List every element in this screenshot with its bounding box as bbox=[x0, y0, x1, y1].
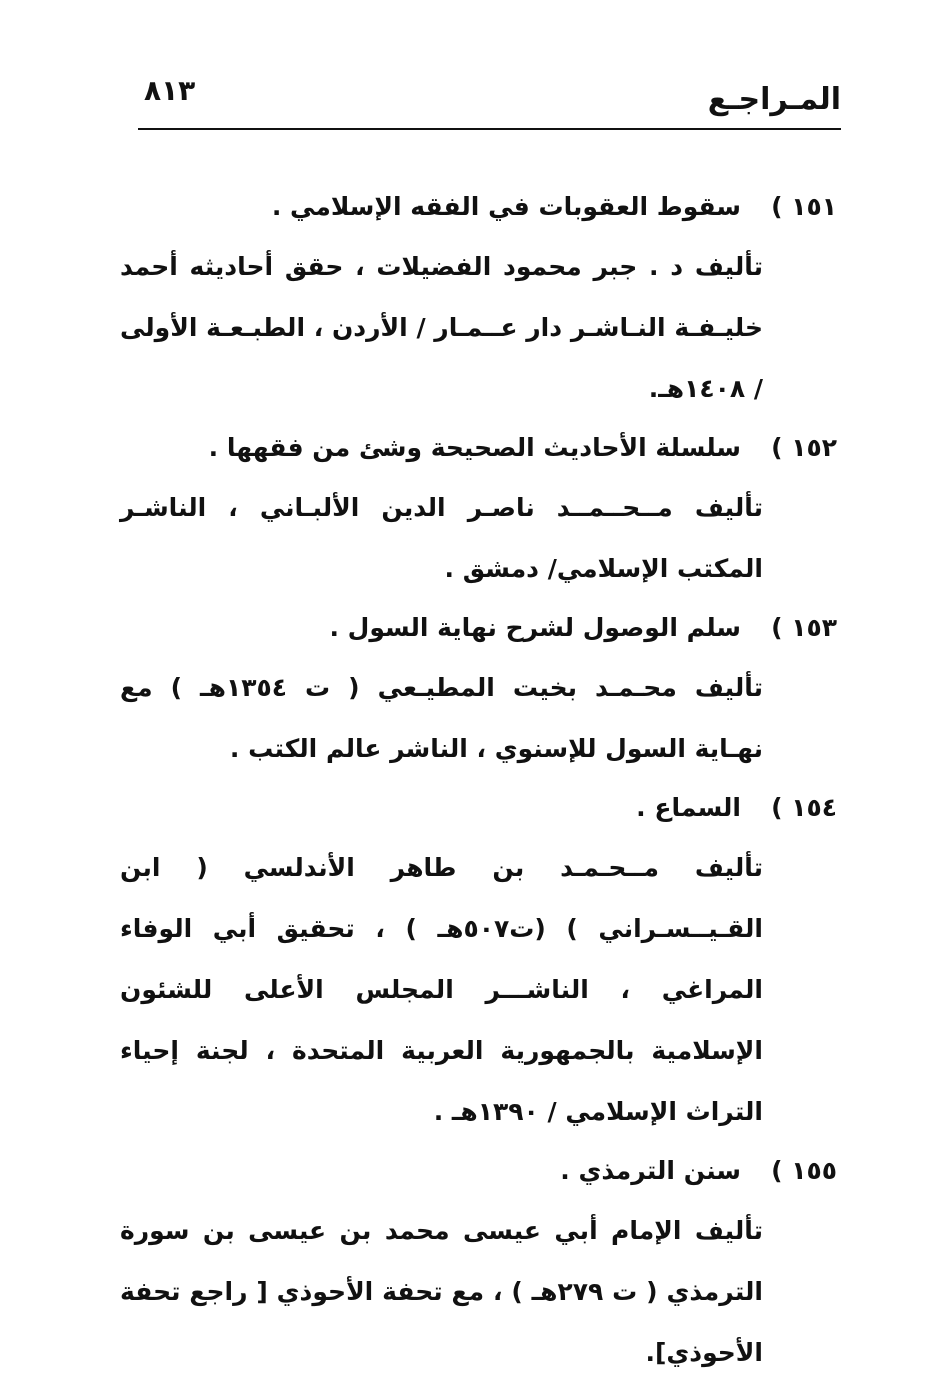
entry-number: ١٥٤ ) bbox=[771, 793, 837, 822]
entry-title: سقوط العقوبات في الفقه الإسلامي . bbox=[271, 192, 741, 221]
entry-number: ١٥٢ ) bbox=[771, 433, 837, 462]
entry-heading bbox=[120, 1142, 837, 1200]
reference-entry bbox=[120, 178, 837, 419]
reference-entry bbox=[120, 599, 837, 779]
entry-title: سلم الوصول لشرح نهاية السول . bbox=[329, 613, 741, 642]
entry-number: ١٥٣ ) bbox=[771, 613, 837, 642]
reference-entry bbox=[120, 419, 837, 599]
entry-heading bbox=[120, 599, 837, 657]
entry-number: ١٥١ ) bbox=[771, 192, 837, 221]
entry-title: سنن الترمذي . bbox=[560, 1156, 741, 1185]
entry-heading bbox=[120, 178, 837, 236]
entry-title: السماع . bbox=[636, 793, 741, 822]
reference-entry bbox=[120, 1142, 837, 1383]
page-header bbox=[138, 68, 841, 130]
reference-entry bbox=[120, 779, 837, 1142]
entry-number: ١٥٥ ) bbox=[771, 1156, 837, 1185]
entry-title: سلسلة الأحاديث الصحيحة وشئ من فقهها . bbox=[208, 433, 741, 462]
running-title: المـراجـع bbox=[707, 82, 841, 117]
page-number: ٨١٣ bbox=[144, 74, 196, 107]
entry-details: تأليف مــحــمــد ناصـر الدين الألبـاني ، الناشـر المكتب الإسلامي/ دمشق . bbox=[120, 493, 763, 583]
entry-details: تأليف مــحـمـد بن طاهر الأندلسي ( ابن القـيــسـراني ) (ت٥٠٧هـ ) ، تحقيق أبي الوفاء المراغي ، الناشـــر المجلس الأعلى للشئون الإسلامية بالجمهورية العربية المتحدة ، لجنة إحياء التراث الإسلامي / ١٣٩٠هـ . bbox=[120, 853, 763, 1126]
entry-details: تأليف الإمام أبي عيسى محمد بن عيسى بن سورة الترمذي ( ت ٢٧٩هـ ) ، مع تحفة الأحوذي [ راجع تحفة الأحوذي]. bbox=[120, 1216, 763, 1367]
entry-details: تأليف د . جبر محمود الفضيلات ، حقق أحاديثه أحمد خليـفـة النـاشـر دار عــمـار / الأردن ، الطبـعـة الأولى / ١٤٠٨هـ. bbox=[120, 252, 763, 403]
references-list bbox=[120, 178, 837, 1383]
entry-details: تأليف محـمـد بخيت المطيـعي ( ت ١٣٥٤هـ ) مع نهـاية السول للإسنوي ، الناشر عالم الكتب . bbox=[120, 673, 763, 763]
entry-heading bbox=[120, 419, 837, 477]
entry-heading bbox=[120, 779, 837, 837]
